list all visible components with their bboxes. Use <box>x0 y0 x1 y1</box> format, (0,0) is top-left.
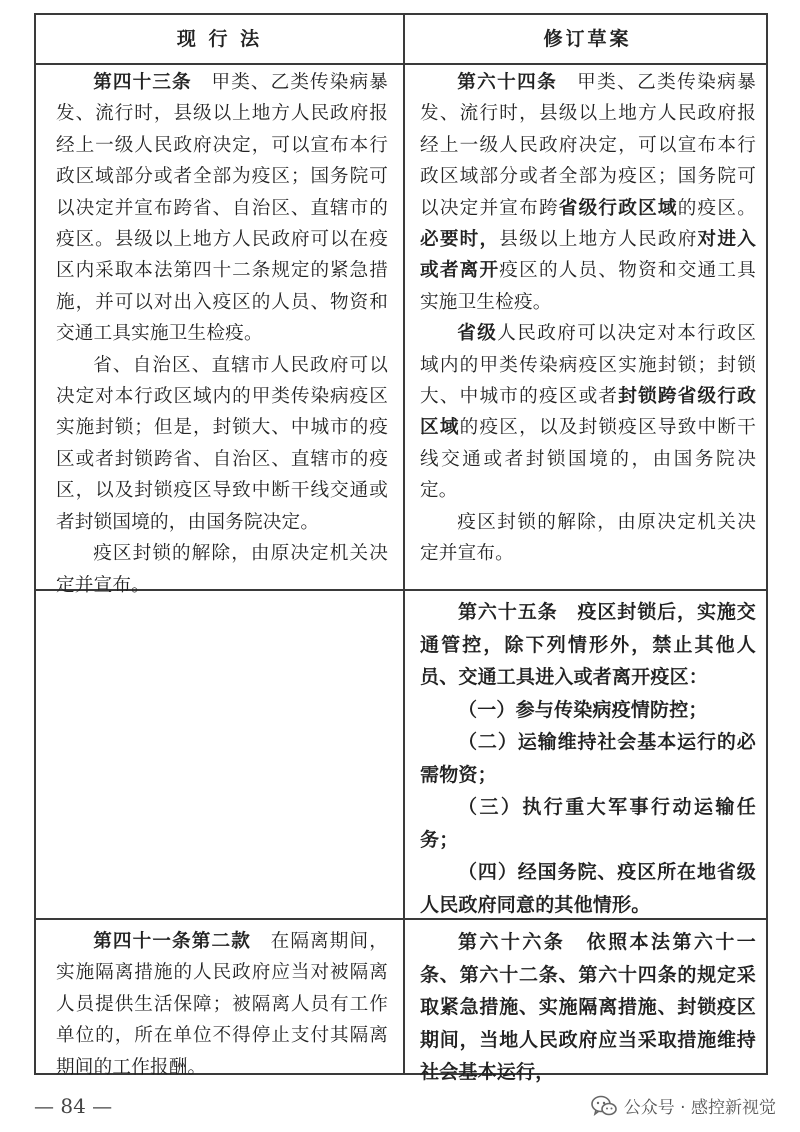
column-divider <box>403 15 405 1073</box>
article-65-item-1: （一）参与传染病疫情防控； <box>458 698 708 721</box>
article-65-text: 第六十五条 疫区封锁后，实施交通管控，除下列情形外，禁止其他人员、交通工具进入或者离开疫区： <box>420 601 756 688</box>
text-run: 人民政府可以决定对本行政区域内的甲类传染病疫区实施封锁；封锁大、中城市的疫区或者 <box>420 323 757 408</box>
article-66-text: 第六十六条 依照本法第六十一条、第六十二条、第六十四条的规定采取紧急措施、实施隔离措施、封锁疫区期间，当地人民政府应当采取措施维持社会基本运行， <box>420 931 756 1083</box>
article-66-draft <box>420 926 756 1089</box>
article-43-current <box>56 67 388 601</box>
bold-text: 第四十三条 <box>93 72 192 93</box>
current-law-paragraph <box>56 67 388 350</box>
article-65-draft <box>420 596 756 921</box>
text-run: 甲类、乙类传染病暴发、流行时，县级以上地方人民政府报经上一级人民政府决定，可以宣布本行政区域部分或者全部为疫区；国务院可以决定并宣布跨省、自治区、直辖市的疫区。县级以上地方人民政府可以在疫区内采取本法第四十二条规定的紧急措施，并可以对出入疫区的人员、物资和交通工具实施卫生检疫。 <box>56 72 388 345</box>
bold-text: 第四十一条第二款 <box>93 931 251 952</box>
text-run: 在隔离期间，实施隔离措施的人民政府应当对被隔离人员提供生活保障；被隔离人员有工作单位的，所在单位不得停止支付其隔离期间的工作报酬。 <box>56 931 388 1078</box>
header-divider <box>36 63 766 65</box>
bold-text: 对进入或者离开 <box>420 229 756 282</box>
article-41-clause-2-current <box>56 926 388 1083</box>
bold-text: 第六十四条 <box>457 72 558 93</box>
header-current-law: 现 行 法 <box>176 28 263 50</box>
text-run: 的疫区，以及封锁疫区导致中断干线交通或者封锁国境的，由国务院决定。 <box>420 417 756 502</box>
page-number: — 84 — <box>34 1094 113 1118</box>
article-65-item-4: （四）经国务院、疫区所在地省级人民政府同意的其他情形。 <box>420 861 756 916</box>
text-run: 甲类、乙类传染病暴发、流行时，县级以上地方人民政府报经上一级人民政府决定，可以宣布本行政区域部分或者全部为疫区；国务院可以决定并宣布跨 <box>420 72 756 219</box>
article-65-item-2: （二）运输维持社会基本运行的必需物资； <box>420 731 756 786</box>
current-law-paragraph <box>56 538 388 601</box>
text-run: 疫区封锁的解除，由原决定机关决定并宣布。 <box>56 543 388 596</box>
watermark <box>591 1093 776 1118</box>
bold-text: 封锁跨省级行政区域 <box>420 386 756 439</box>
watermark-text: 公众号 · 感控新视觉 <box>623 1098 776 1118</box>
revised-draft-paragraph <box>420 507 756 570</box>
article-64-draft <box>420 67 756 570</box>
header-revised-draft: 修订草案 <box>543 28 632 50</box>
current-law-paragraph <box>56 350 388 538</box>
revised-draft-paragraph <box>420 318 756 506</box>
article-65-item-3: （三）执行重大军事行动运输任务； <box>420 796 756 851</box>
text-run: 疫区封锁的解除，由原决定机关决定并宣布。 <box>420 511 756 565</box>
bold-text: 必要时， <box>420 229 500 251</box>
bold-text: 省级行政区域 <box>558 197 678 219</box>
revised-draft-paragraph <box>420 67 756 318</box>
wechat-icon <box>591 1094 617 1118</box>
text-run: 县级以上地方人民政府 <box>499 229 698 251</box>
bold-text: 省级 <box>457 323 498 345</box>
text-run: 疫区的人员、物资和交通工具实施卫生检疫。 <box>420 260 756 313</box>
comparison-table <box>34 13 768 1083</box>
text-run: 省、自治区、直辖市人民政府可以决定对本行政区域内的甲类传染病疫区实施封锁；但是，封锁大、中城市的疫区或者封锁跨省、自治区、直辖市的疫区，以及封锁疫区导致中断干线交通或者封锁国境的，由国务院决定。 <box>56 354 388 533</box>
text-run: 的疫区。 <box>677 197 757 219</box>
current-law-paragraph <box>56 926 388 1083</box>
